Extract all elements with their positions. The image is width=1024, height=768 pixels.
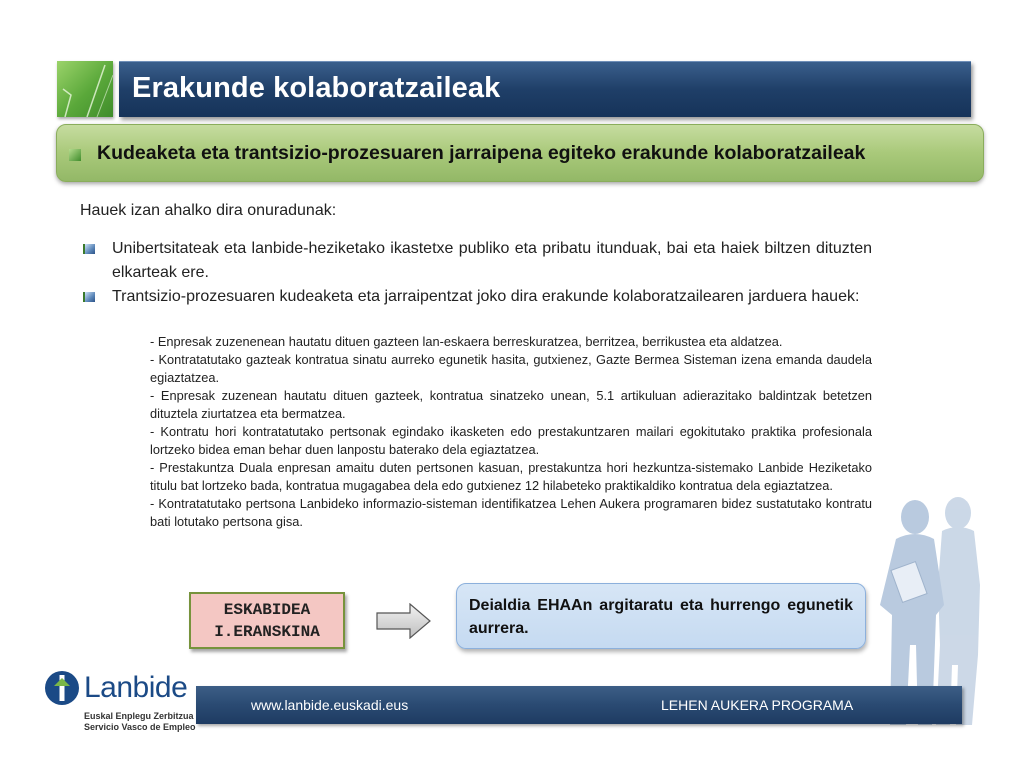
footer-program: LEHEN AUKERA PROGRAMA	[661, 697, 854, 713]
footer-url[interactable]: www.lanbide.euskadi.eus	[251, 697, 409, 713]
deialdia-box: Deialdia EHAAn argitaratu eta hurrengo egunetik aurrera.	[456, 583, 866, 649]
list-item: - Prestakuntza Duala enpresan amaitu duten pertsonen kasuan, prestakuntza hori hezkuntza-sistemako Lanbide Heziketako titulu bat lortzeko bada, kontratua mugagabea dela edo gutxienez 12 hilabeteko praktikaldiko kontratua dela egiaztatzea.	[150, 460, 872, 493]
page-title: Erakunde kolaboratzaileak	[132, 72, 501, 104]
list-item: - Enpresak zuzenenean hautatu dituen gazteen lan-eskaera berreskuratzea, berritzea, berrikustea eta aldatzea.	[150, 334, 783, 349]
title-bar	[119, 61, 971, 117]
bullet-icon	[83, 244, 95, 254]
logo-subtitle-eu: Euskal Enplegu Zerbitzua	[84, 711, 194, 721]
bullet-item-2: Trantsizio-prozesuaren kudeaketa eta jarraipentzat joko dira erakunde kolaboratzailearen jarduera hauek:	[112, 288, 860, 305]
bullet-item-1: Unibertsitateak eta lanbide-heziketako ikastetxe publiko eta pribatu itunduak, bai eta haiek biltzen dituzten elkarteak ere.	[112, 240, 872, 281]
decorative-lines-icon	[57, 61, 113, 117]
subtitle-text: Kudeaketa eta trantsizio-prozesuaren jarraipena egiteko erakunde kolaboratzaileak	[97, 142, 866, 164]
square-bullet-icon	[69, 149, 81, 161]
logo-subtitle-es: Servicio Vasco de Empleo	[84, 722, 196, 732]
logo-wordmark: Lanbide	[84, 671, 188, 704]
lanbide-emblem-icon	[44, 670, 80, 706]
eskabidea-line1: ESKABIDEA	[223, 601, 311, 619]
intro-text: Hauek izan ahalko dira onuradunak:	[80, 202, 337, 219]
eskabidea-line2: I.ERANSKINA	[214, 623, 320, 641]
list-item: - Enpresak zuzenean hautatu dituen gazteek, kontratua sinatzeko unean, 5.1 artikuluan adierazitako baldintzak betetzen dituztela ziurtatzea eta bermatzea.	[150, 388, 872, 421]
lanbide-logo	[44, 667, 214, 737]
activity-list	[150, 333, 872, 531]
list-item: - Kontratatutako pertsona Lanbideko informazio-sisteman identifikatzea Lehen Aukera programaren bidez sustatutako kontratu bati lotutako pertsona gisa.	[150, 496, 872, 529]
list-item: - Kontratatutako gazteak kontratua sinatu aurreko egunetik hasita, gutxienez, Gazte Bermea Sisteman izena emanda daudela egiaztatzea.	[150, 352, 872, 385]
right-arrow-icon	[376, 603, 432, 639]
bullet-icon	[83, 292, 95, 302]
eskabidea-box	[189, 592, 345, 649]
footer-bar	[196, 686, 962, 724]
list-item: - Kontratu hori kontratatutako pertsonak egindako ikasketen edo prestakuntzaren mailari egokitutako praktika profesionala lortzeko bidea eman behar duen lanpostu baterako dela egiaztatzea.	[150, 424, 872, 457]
title-decoration	[57, 61, 113, 117]
subtitle-bar	[56, 124, 984, 182]
